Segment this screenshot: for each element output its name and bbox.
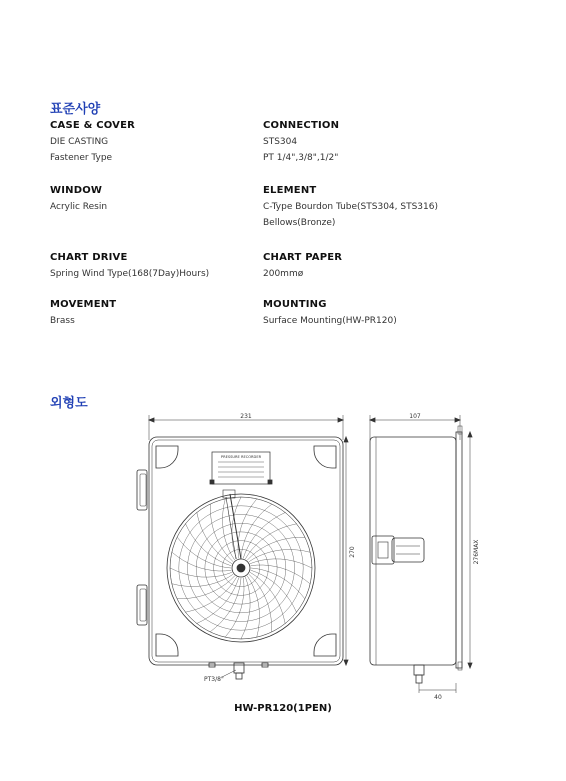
- spec-value: STS304: [263, 137, 298, 147]
- model-name: HW-PR120(1PEN): [234, 703, 332, 714]
- spec-heading: CONNECTION: [263, 120, 340, 131]
- spec-section-title: 표준사양: [50, 102, 101, 117]
- spec-value: C-Type Bourdon Tube(STS304, STS316): [263, 202, 438, 212]
- spec-value: Acrylic Resin: [50, 202, 108, 212]
- spec-heading: CASE & COVER: [50, 120, 136, 131]
- spec-heading: ELEMENT: [263, 185, 317, 196]
- connection-label: PT3/8": [204, 676, 224, 683]
- dim-height-total-label: 276MAX: [473, 539, 480, 565]
- dim-width-label: 231: [240, 413, 252, 420]
- spec-heading: CHART DRIVE: [50, 252, 128, 263]
- spec-heading: CHART PAPER: [263, 252, 343, 263]
- side-view: [370, 415, 472, 693]
- spec-heading: MOUNTING: [263, 299, 327, 310]
- spec-value: Bellows(Bronze): [263, 218, 336, 228]
- spec-value: Brass: [50, 316, 75, 326]
- spec-value: 200mmø: [263, 269, 304, 279]
- dim-bottom-label: 40: [434, 694, 442, 701]
- spec-heading: WINDOW: [50, 185, 103, 196]
- dim-height-inner-label: 270: [349, 546, 356, 558]
- spec-heading: MOVEMENT: [50, 299, 117, 310]
- spec-value: Fastener Type: [50, 153, 113, 163]
- outline-section-title: 외형도: [50, 396, 88, 411]
- spec-value: PT 1/4",3/8",1/2": [263, 153, 339, 163]
- spec-value: Spring Wind Type(168(7Day)Hours): [50, 269, 210, 279]
- plate-title: PRESSURE RECORDER: [220, 455, 262, 459]
- dim-depth-label: 107: [409, 413, 421, 420]
- spec-value: Surface Mounting(HW-PR120): [263, 316, 397, 326]
- spec-value: DIE CASTING: [50, 137, 109, 147]
